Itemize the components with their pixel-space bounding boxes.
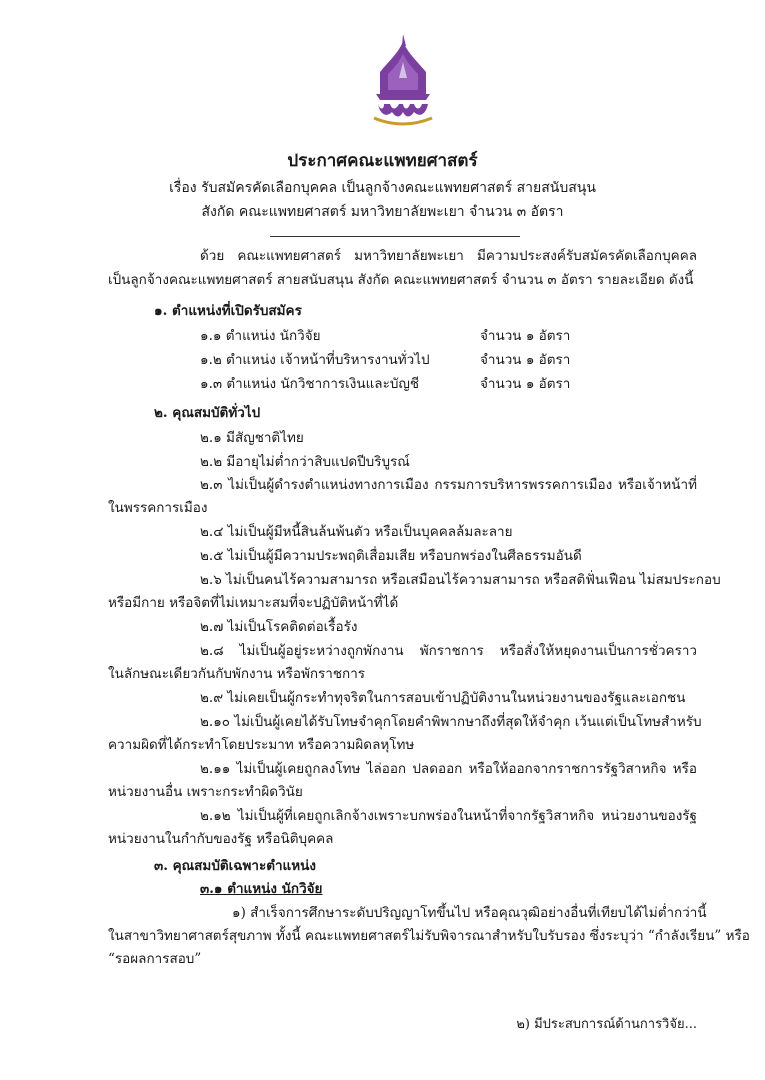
- qualification-item-cont: ความผิดที่ได้กระทำโดยประมาท หรือความผิดลหุโทษ: [108, 737, 415, 753]
- qualification-item: ๒.๑๒ ไม่เป็นผู้ที่เคยถูกเลิกจ้างเพราะบกพร่องในหน้าที่จากรัฐวิสาหกิจ หน่วยงานของรัฐ: [200, 808, 697, 824]
- qualification-item: ๒.๒ มีอายุไม่ต่ำกว่าสิบแปดปีบริบูรณ์: [200, 454, 410, 470]
- qualification-item-cont: หน่วยงานในกำกับของรัฐ หรือนิติบุคคล: [108, 831, 334, 847]
- position-count: จำนวน ๑ อัตรา: [480, 352, 571, 368]
- position-label: ๑.๑ ตำแหน่ง นักวิจัย: [200, 328, 321, 344]
- requirement-paragraph-cont: “รอผลการสอบ”: [108, 951, 202, 967]
- section-2-heading: ๒. คุณสมบัติทั่วไป: [154, 405, 261, 421]
- section-3-heading: ๓. คุณสมบัติเฉพาะตำแหน่ง: [154, 858, 316, 874]
- qualification-item-cont: ในพรรคการเมือง: [108, 500, 208, 516]
- qualification-item: ๒.๗ ไม่เป็นโรคติดต่อเรื้อรัง: [200, 619, 358, 635]
- qualification-item: ๒.๓ ไม่เป็นผู้ดำรงตำแหน่งทางการเมือง กรรมการบริหารพรรคการเมือง หรือเจ้าหน้าที่: [200, 477, 697, 493]
- qualification-item: ๒.๔ ไม่เป็นผู้มีหนี้สินล้นพ้นตัว หรือเป็นบุคคลล้มละลาย: [200, 524, 513, 540]
- section-1-heading: ๑. ตำแหน่งที่เปิดรับสมัคร: [154, 303, 302, 319]
- qualification-item: ๒.๖ ไม่เป็นคนไร้ความสามารถ หรือเสมือนไร้ความสามารถ หรือสติฟั่นเฟือน ไม่สมประกอบ: [200, 572, 721, 588]
- qualification-item: ๒.๑๐ ไม่เป็นผู้เคยได้รับโทษจำคุกโดยคำพิพากษาถึงที่สุดให้จำคุก เว้นแต่เป็นโทษสำหรับ: [200, 714, 702, 730]
- requirement-paragraph: ๑) สำเร็จการศึกษาระดับปริญญาโทขึ้นไป หรือคุณวุฒิอย่างอื่นที่เทียบได้ไม่ต่ำกว่านี้: [232, 905, 707, 921]
- qualification-item: ๒.๑๑ ไม่เป็นผู้เคยถูกลงโทษ ไล่ออก ปลดออก หรือให้ออกจากราชการรัฐวิสาหกิจ หรือ: [200, 761, 697, 777]
- qualification-item: ๒.๑ มีสัญชาติไทย: [200, 430, 304, 446]
- title-divider: [270, 236, 520, 237]
- qualification-item-cont: หน่วยงานอื่น เพราะกระทำผิดวินัย: [108, 784, 303, 800]
- position-count: จำนวน ๑ อัตรา: [480, 328, 571, 344]
- position-label: ๑.๓ ตำแหน่ง นักวิชาการเงินและบัญชี: [200, 376, 420, 392]
- requirement-paragraph-cont: ในสาขาวิทยาศาสตร์สุขภาพ ทั้งนี้ คณะแพทยศาสตร์ไม่รับพิจารณาสำหรับใบรับรอง ซึ่งระบุว่า “กำลังเรียน” หรือ: [108, 928, 750, 944]
- announcement-affiliation: สังกัด คณะแพทยศาสตร์ มหาวิทยาลัยพะเยา จำนวน ๓ อัตรา: [201, 204, 564, 220]
- intro-line-1: ด้วย คณะแพทยศาสตร์ มหาวิทยาลัยพะเยา มีความประสงค์รับสมัครคัดเลือกบุคคล: [200, 248, 697, 264]
- qualification-item-cont: หรือมีกาย หรือจิตที่ไม่เหมาะสมที่จะปฏิบัติหน้าที่ได้: [108, 595, 399, 611]
- page-continuation: ๒) มีประสบการณ์ด้านการวิจัย...: [516, 1017, 697, 1032]
- announcement-subject: เรื่อง รับสมัครคัดเลือกบุคคล เป็นลูกจ้างคณะแพทยศาสตร์ สายสนับสนุน: [169, 180, 596, 196]
- university-logo: [366, 32, 440, 128]
- qualification-item: ๒.๘ ไม่เป็นผู้อยู่ระหว่างถูกพักงาน พักราชการ หรือสั่งให้หยุดงานเป็นการชั่วคราว: [200, 643, 697, 659]
- announcement-title: ประกาศคณะแพทยศาสตร์: [287, 151, 478, 171]
- qualification-item: ๒.๙ ไม่เคยเป็นผู้กระทำทุจริตในการสอบเข้าปฏิบัติงานในหน่วยงานของรัฐและเอกชน: [200, 690, 686, 706]
- intro-line-2: เป็นลูกจ้างคณะแพทยศาสตร์ สายสนับสนุน สังกัด คณะแพทยศาสตร์ จำนวน ๓ อัตรา รายละเอียด ดังนี้: [108, 272, 694, 288]
- qualification-item-cont: ในลักษณะเดียวกันกับพักงาน หรือพักราชการ: [108, 666, 366, 682]
- position-label: ๑.๒ ตำแหน่ง เจ้าหน้าที่บริหารงานทั่วไป: [200, 352, 430, 368]
- position-count: จำนวน ๑ อัตรา: [480, 376, 571, 392]
- section-3-1-heading: ๓.๑ ตำแหน่ง นักวิจัย: [200, 881, 323, 897]
- qualification-item: ๒.๕ ไม่เป็นผู้มีความประพฤติเสื่อมเสีย หรือบกพร่องในศีลธรรมอันดี: [200, 548, 582, 564]
